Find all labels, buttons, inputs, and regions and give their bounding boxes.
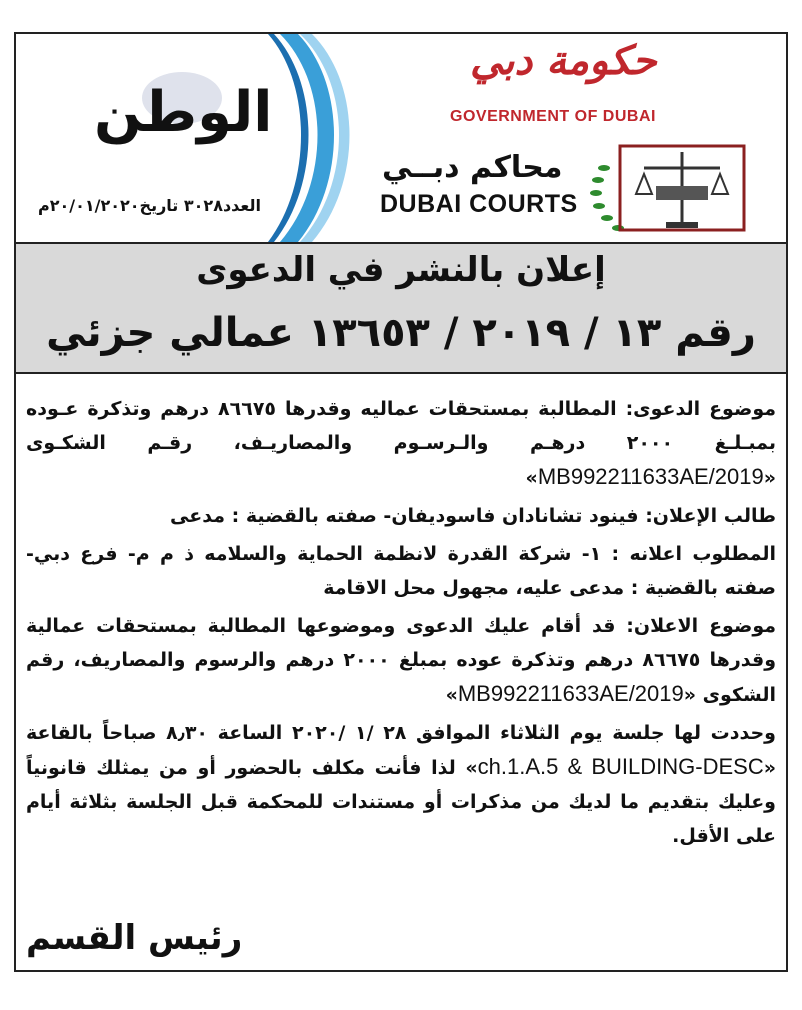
claim-end: » — [525, 467, 538, 489]
issue-line: العدد٣٠٢٨ تاريخ٢٠/٠١/٢٠٢٠م — [38, 196, 261, 215]
courts-name-en: DUBAI COURTS — [380, 190, 578, 218]
wave-decoration — [260, 34, 370, 242]
paragraph-hearing — [26, 716, 776, 853]
subject-text: موضوع الاعلان: قد أقام عليك الدعوى وموضوعها المطالبة بمستحقات عمالية وقدرها ٨٦٦٧٥ درهم وتذكرة عوده بمبلغ ٢٠٠٠ درهم والرسوم والمصاريف، رقم الشكوى « — [26, 615, 777, 706]
paragraph-claimant: طالب الإعلان: فينود تشانادان فاسوديفان- صفته بالقضية : مدعى — [170, 505, 776, 527]
courts-name-ar: محاكم دبــي — [382, 150, 563, 185]
case-number: رقم ١٣ / ٢٠١٩ / ١٣٦٥٣ عمالي جزئي — [46, 310, 756, 356]
complaint-number: MB992211633AE/2019 — [537, 464, 764, 489]
dubai-courts-emblem — [582, 138, 762, 238]
hall-code: ch.1.A.5 & BUILDING-DESC — [477, 754, 764, 779]
claim-text: موضوع الدعوى: المطالبة بمستحقات عماليه وقدرها ٨٦٦٧٥ درهم وتذكرة عـوده بمبـلـغ ٢٠٠٠ درهـم والـرسـوم والمصاريـف، رقـم الشكـوى « — [26, 398, 777, 489]
notice-title: إعلان بالنشر في الدعوى — [196, 250, 606, 290]
government-name-ar: حكومة دبي — [470, 38, 657, 84]
complaint-number-2: MB992211633AE/2019 — [457, 681, 684, 706]
hearing-text-2: » لذا فأنت مكلف بالحضور أو من يمثلك قانونياً وعليك بتقديم ما لديك من مذكرات أو مستندات للمحكمة قبل الجلسة بثلاثة أيام على الأقل. — [26, 757, 776, 847]
paragraph-claim — [26, 392, 776, 495]
signature: رئيس القسم — [26, 918, 243, 958]
hearing-text: وحددت لها جلسة يوم الثلاثاء الموافق ٢٨ /١ /٢٠٢٠ الساعة ٨٫٣٠ صباحاً بالقاعة « — [26, 722, 776, 779]
government-name-en: GOVERNMENT OF DUBAI — [450, 108, 656, 125]
subject-end: » — [445, 684, 458, 706]
notice-body — [26, 392, 776, 857]
newspaper-title: الوطن — [94, 80, 273, 145]
paragraph-defendant: المطلوب اعلانه : ١- شركة القدرة لانظمة الحماية والسلامه ذ م م- فرع دبي- صفته بالقضية : مدعى عليه، مجهول محل الاقامة — [26, 543, 777, 599]
paragraph-subject — [26, 609, 776, 712]
